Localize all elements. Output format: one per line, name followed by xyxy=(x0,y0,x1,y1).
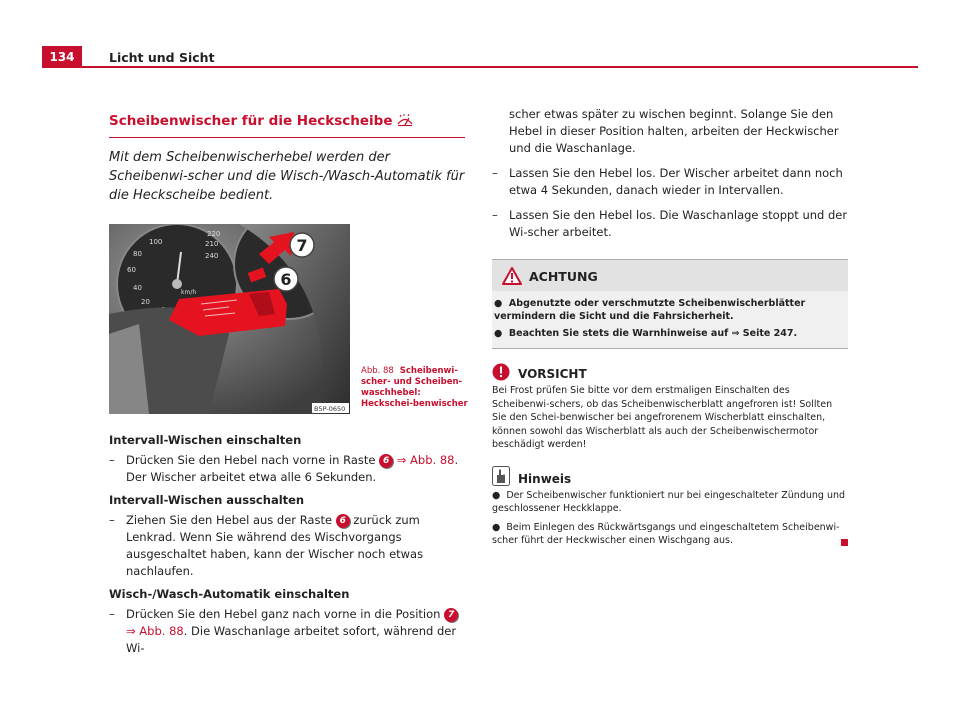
caution-text: Bei Frost prüfen Sie bitte vor dem erstmaligen Einschalten des Scheibenwi-schers, ob das Scheibenwischerblatt angefroren ist! Sollten Sie den Schei-benwischer bei angefrorenem Wischerblatt einschalten, können sowohl das Wischerblatt als auch der Scheibenwischermotor beschädigt werden! xyxy=(492,385,833,450)
step-text: Drücken Sie den Hebel nach vorne in Raste xyxy=(126,453,376,467)
step-item xyxy=(492,165,848,199)
header-rule xyxy=(42,66,918,68)
image-code: B5P-0650 xyxy=(314,405,346,413)
page-number: 134 xyxy=(42,46,82,68)
caution-icon xyxy=(492,363,510,381)
warning-body xyxy=(492,291,848,348)
note-header xyxy=(492,466,848,486)
step-dash: – xyxy=(109,513,115,527)
lever-photo xyxy=(109,224,350,414)
caution-header xyxy=(492,363,848,381)
rpm-tick: 240 xyxy=(205,252,219,260)
bullet: ● xyxy=(494,298,503,309)
warning-title: ACHTUNG xyxy=(529,269,598,284)
step-dash: – xyxy=(109,607,115,621)
right-column xyxy=(492,106,848,548)
callout-6 xyxy=(274,267,298,291)
subheading: Intervall-Wischen einschalten xyxy=(109,433,302,447)
rpm-tick: 210 xyxy=(205,240,219,248)
step-item xyxy=(109,452,465,486)
warning-item xyxy=(494,297,846,323)
bullet: ● xyxy=(494,328,503,339)
section-title xyxy=(109,113,465,138)
callout-6-label: 6 xyxy=(280,270,292,289)
step-text: . Die Waschanlage arbeitet sofort, während der Wi- xyxy=(126,624,457,655)
step-text: zurück zum Lenkrad. Wenn Sie während des Wischvorgangs ausgeschaltet haben, kann der Wischer noch etwas nachlaufen. xyxy=(126,513,424,578)
header-title: Licht und Sicht xyxy=(109,50,215,65)
figure-caption xyxy=(361,366,471,410)
note-body xyxy=(492,489,848,548)
step-text: Drücken Sie den Hebel ganz nach vorne in die Position xyxy=(126,607,441,621)
step-item xyxy=(492,207,848,241)
step-text: Ziehen Sie den Hebel aus der Raste xyxy=(126,513,333,527)
step-item xyxy=(109,512,465,580)
note-item xyxy=(492,521,848,548)
section-intro: Mit dem Scheibenwischerhebel werden der Scheibenwi-scher und die Wisch-/Wasch-Automatik für die Heckscheibe bedient. xyxy=(109,150,465,203)
step-text: . Der Wischer arbeitet etwa alle 6 Sekunden. xyxy=(126,453,459,484)
subheading: Intervall-Wischen ausschalten xyxy=(109,493,305,507)
rpm-tick: 220 xyxy=(207,230,221,238)
bullet: ● xyxy=(492,521,501,533)
note-text: Beim Einlegen des Rückwärtsgangs und eingeschaltetem Scheibenwi-scher führt der Heckwischer einen Wischgang aus. xyxy=(492,521,840,546)
step-continuation xyxy=(492,106,848,157)
position-badge: 6 xyxy=(336,514,350,528)
warning-triangle-icon xyxy=(502,267,522,285)
bullet: ● xyxy=(492,489,501,501)
step-text: Lassen Sie den Hebel los. Der Wischer arbeitet dann noch etwa 4 Sekunden, danach wieder in Intervallen. xyxy=(509,166,843,197)
callout-7 xyxy=(290,233,314,257)
lever-illustration xyxy=(109,224,350,414)
position-badge: 6 xyxy=(379,454,393,468)
warning-text[interactable]: Beachten Sie stets die Warnhinweise auf ⇒ Seite 247. xyxy=(508,328,798,339)
subheading: Wisch-/Wasch-Automatik einschalten xyxy=(109,587,350,601)
figure-label: Abb. 88 xyxy=(361,366,394,376)
speedo-tick: 100 xyxy=(149,238,163,246)
speed-unit: km/h xyxy=(181,289,197,296)
figure-link[interactable]: ⇒ Abb. 88 xyxy=(126,624,184,638)
position-badge: 7 xyxy=(444,608,458,622)
step-text: Lassen Sie den Hebel los. Die Waschanlage stoppt und der Wi-scher arbeitet. xyxy=(509,208,848,239)
speedo-tick: 60 xyxy=(127,266,136,274)
speedo-tick: 40 xyxy=(133,284,142,292)
note-text: Der Scheibenwischer funktioniert nur bei eingeschalteter Zündung und geschlossener Heckklappe. xyxy=(492,489,846,514)
figure-link[interactable]: ⇒ Abb. 88 xyxy=(396,453,455,467)
note-hand-icon xyxy=(492,466,510,486)
note-title: Hinweis xyxy=(518,471,572,486)
speedo-tick: 80 xyxy=(133,250,142,258)
section-title-text: Scheibenwischer für die Heckscheibe xyxy=(109,113,393,129)
step-dash: – xyxy=(109,453,115,467)
callout-7-label: 7 xyxy=(296,236,308,255)
step-dash: – xyxy=(492,208,498,222)
step-dash: – xyxy=(492,166,498,180)
note-item xyxy=(492,489,848,516)
warning-text: Abgenutzte oder verschmutzte Scheibenwischerblätter vermindern die Sicht und die Fahrsicherheit. xyxy=(494,298,806,322)
rear-wiper-icon xyxy=(397,114,413,127)
figure xyxy=(109,224,468,414)
end-of-section-mark xyxy=(841,539,848,546)
warning-box xyxy=(492,259,848,349)
warning-item xyxy=(494,327,846,340)
step-item xyxy=(109,606,465,657)
figure-caption-text: Scheibenwi-scher- und Scheiben-waschhebel: Heckschei-benwischer xyxy=(361,366,468,409)
speedo-tick: 20 xyxy=(141,298,150,306)
left-column xyxy=(109,113,468,657)
warning-header xyxy=(492,260,848,291)
caution-title: VORSICHT xyxy=(518,367,587,381)
instructions xyxy=(109,433,465,657)
step-text: scher etwas später zu wischen beginnt. Solange Sie den Hebel in dieser Position halten, arbeiten der Heckwischer und die Waschanlage. xyxy=(509,107,839,155)
